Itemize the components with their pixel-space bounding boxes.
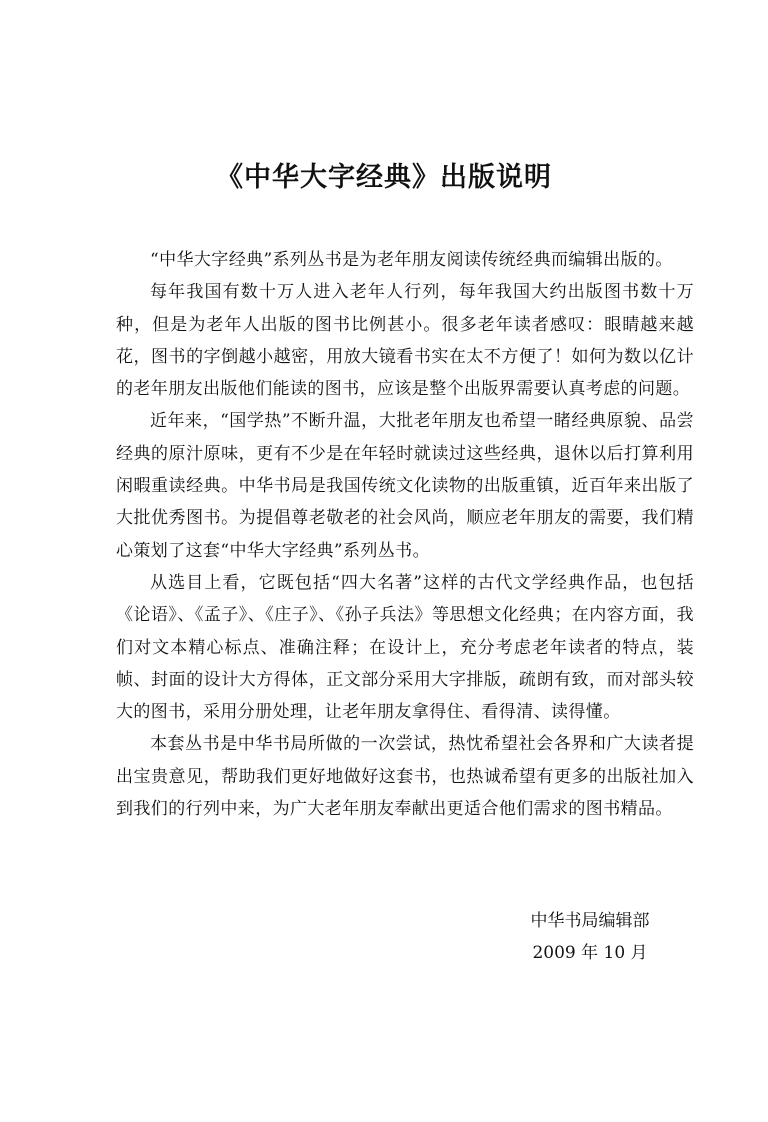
document-body: [116, 244, 694, 825]
paragraph-4: 从选目上看，它既包括“四大名著”这样的古代文学经典作品，也包括《论语》、《孟子》、《庄子》、《孙子兵法》等思想文化经典；在内容方面，我们对文本精心标点、准确注释；在设计上，充分考虑老年读者的特点，装帧、封面的设计大方得体，正文部分采用大字排版，疏朗有致，而对部头较大的图书，采用分册处理，让老年朋友拿得住、看得清、读得懂。: [116, 572, 694, 723]
paragraph-3: 近年来，“国学热”不断升温，大批老年朋友也希望一睹经典原貌、品尝经典的原汁原味，更有不少是在年轻时就读过这些经典，退休以后打算利用闲暇重读经典。中华书局是我国传统文化读物的出版重镇，近百年来出版了大批优秀图书。为提倡尊老敬老的社会风尚，顺应老年朋友的需要，我们精心策划了这套“中华大字经典”系列丛书。: [116, 411, 694, 561]
signature-block: [500, 905, 680, 969]
paragraph-2: 每年我国有数十万人进入老年人行列，每年我国大约出版图书数十万种，但是为老年人出版的图书比例甚小。很多老年读者感叹：眼睛越来越花，图书的字倒越小越密，用放大镜看书实在太不方便了！如何为数以亿计的老年朋友出版他们能读的图书，应该是整个出版界需要认真考虑的问题。: [116, 282, 694, 400]
paragraph-1: “中华大字经典”系列丛书是为老年朋友阅读传统经典而编辑出版的。: [150, 250, 673, 270]
signature-organization: 中华书局编辑部: [530, 911, 650, 931]
paragraph-5: 本套丛书是中华书局所做的一次尝试，热忱希望社会各界和广大读者提出宝贵意见，帮助我们更好地做好这套书，也热诚希望有更多的出版社加入到我们的行列中来，为广大老年朋友奉献出更适合他们需求的图书精品。: [116, 734, 694, 820]
page-title: 《中华大字经典》出版说明: [216, 162, 552, 194]
signature-date: 2009 年 10 月: [532, 943, 648, 963]
